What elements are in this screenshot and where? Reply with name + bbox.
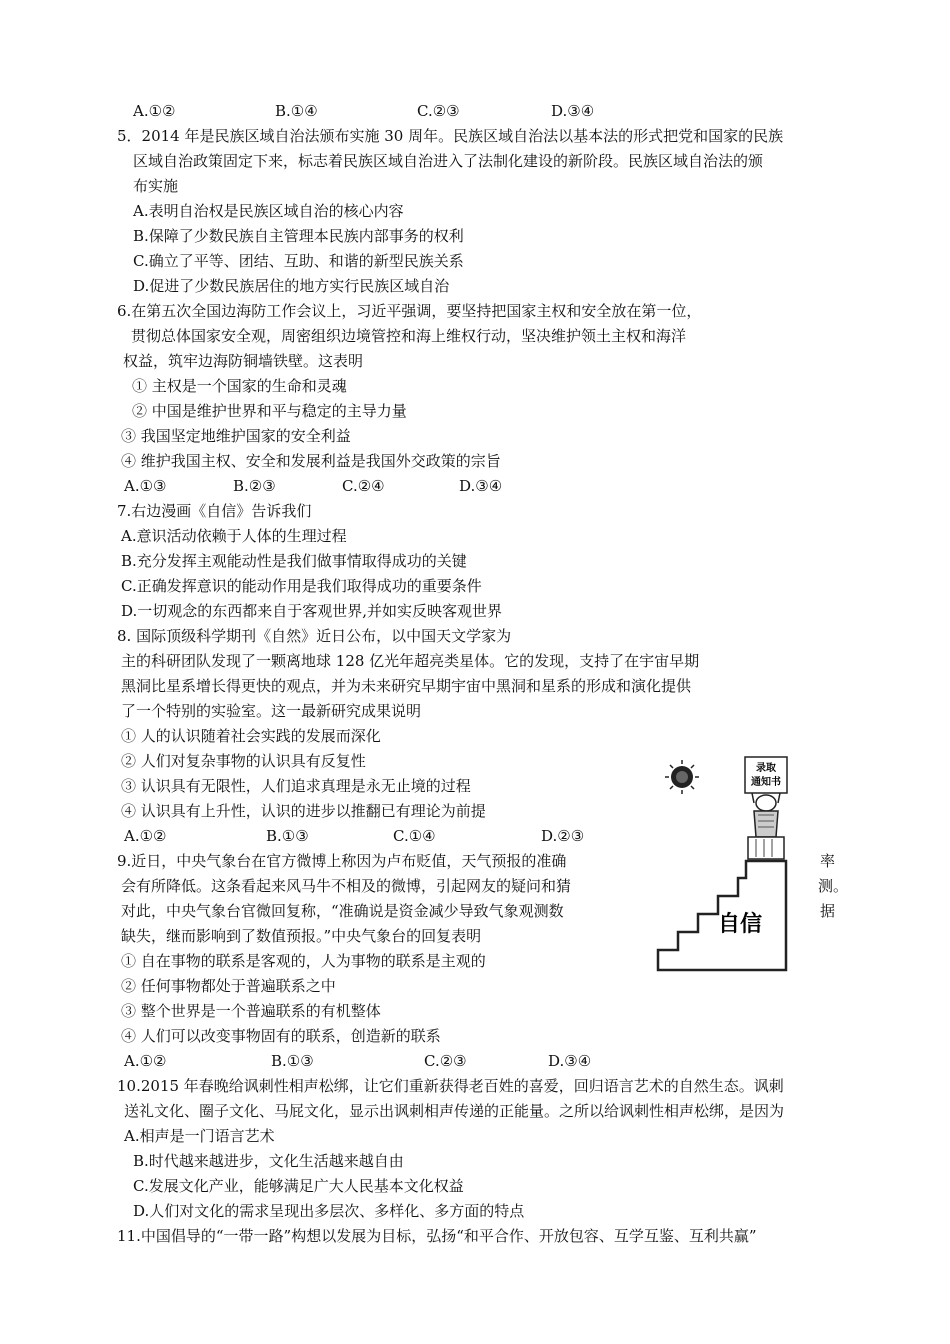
sun-icon (665, 760, 699, 794)
q7-choice-d: D.一切观念的东西都来自于客观世界,并如实反映客观世界 (121, 602, 503, 620)
q8-option-a: A.①② (124, 827, 167, 845)
q5-choice-d: D.促进了少数民族居住的地方实行民族区域自治 (133, 277, 450, 295)
q9-item-3: ③ 整个世界是一个普遍联系的有机整体 (121, 1002, 381, 1020)
q9-stem-line-4: 缺失，继而影响到了数值预报。”中央气象台的回复表明 (121, 927, 482, 945)
q6-stem-line-3: 权益，筑牢边海防铜墙铁壁。这表明 (123, 352, 364, 370)
q4-option-c: C.②③ (417, 102, 460, 120)
person-holding-sign-icon (745, 757, 787, 859)
q6-option-a: A.①③ (124, 477, 167, 495)
stairs-label: 自信 (717, 912, 763, 937)
q10-choice-c: C.发展文化产业，能够满足广大人民基本文化权益 (133, 1177, 464, 1195)
q4-option-a: A.①② (133, 102, 176, 120)
q9-line-3-tail: 据 (820, 902, 836, 920)
q9-stem-line-3: 对此，中央气象台官微回复称，“准确说是资金减少导致气象观测数 (121, 902, 564, 920)
sign-text-line-1: 录取 (756, 763, 776, 774)
q7-choice-b: B.充分发挥主观能动性是我们做事情取得成功的关键 (121, 552, 467, 570)
q6-stem-line-2: 贯彻总体国家安全观，周密组织边境管控和海上维权行动，坚决维护领土主权和海洋 (131, 327, 687, 345)
q9-option-b: B.①③ (271, 1052, 314, 1070)
q8-stem-line-1: 8. 国际顶级科学期刊《自然》近日公布，以中国天文学家为 (117, 627, 512, 645)
q6-item-3: ③ 我国坚定地维护国家的安全利益 (121, 427, 351, 445)
q10-stem-line-1: 10.2015 年春晚给讽刺性相声松绑，让它们重新获得老百姓的喜爱，回归语言艺术的自然生态。讽刺 (117, 1077, 784, 1095)
q9-item-4: ④ 人们可以改变事物固有的联系，创造新的联系 (121, 1027, 441, 1045)
q7-choice-a: A.意识活动依赖于人体的生理过程 (121, 527, 347, 545)
q9-option-d: D.③④ (548, 1052, 592, 1070)
q7-stem-line-1: 7.右边漫画《自信》告诉我们 (117, 502, 312, 520)
q9-item-1: ① 自在事物的联系是客观的，人为事物的联系是主观的 (121, 952, 486, 970)
sign-text-line-2: 通知书 (751, 777, 781, 788)
q8-stem-line-3: 黑洞比星系增长得更快的观点，并为未来研究早期宇宙中黑洞和星系的形成和演化提供 (121, 677, 692, 695)
q8-item-1: ① 人的认识随着社会实践的发展而深化 (121, 727, 381, 745)
q10-choice-b: B.时代越来越进步，文化生活越来越自由 (133, 1152, 404, 1170)
q8-item-4: ④ 认识具有上升性，认识的进步以推翻已有理论为前提 (121, 802, 486, 820)
q5-choice-c: C.确立了平等、团结、互助、和谐的新型民族关系 (133, 252, 464, 270)
q5-stem-line-1: 5．2014 年是民族区域自治法颁布实施 30 周年。民族区域自治法以基本法的形式把党和国家的民族 (117, 127, 784, 145)
q8-stem-line-2: 主的科研团队发现了一颗离地球 128 亿光年超亮类星体。它的发现，支持了在宇宙早期 (121, 652, 700, 670)
q9-line-2-tail: 测。 (818, 877, 849, 895)
q10-choice-a: A.相声是一门语言艺术 (124, 1127, 275, 1145)
q4-option-d: D.③④ (551, 102, 595, 120)
q9-stem-line-1: 9.近日，中央气象台在官方微博上称因为卢布贬值，天气预报的准确 (117, 852, 567, 870)
q8-option-c: C.①④ (393, 827, 436, 845)
q6-option-d: D.③④ (459, 477, 503, 495)
q5-stem-line-3: 布实施 (133, 177, 179, 195)
q4-option-b: B.①④ (275, 102, 318, 120)
q8-item-3: ③ 认识具有无限性，人们追求真理是永无止境的过程 (121, 777, 471, 795)
q6-stem-line-1: 6.在第五次全国边海防工作会议上，习近平强调，要坚持把国家主权和安全放在第一位， (117, 302, 702, 320)
q6-item-1: ① 主权是一个国家的生命和灵魂 (132, 377, 347, 395)
q11-stem-line-1: 11.中国倡导的“一带一路”构想以发展为目标，弘扬“和平合作、开放包容、互学互鉴、互利共赢” (117, 1227, 757, 1245)
q5-choice-b: B.保障了少数民族自主管理本民族内部事务的权利 (133, 227, 464, 245)
confidence-cartoon (650, 755, 840, 975)
q8-item-2: ② 人们对复杂事物的认识具有反复性 (121, 752, 366, 770)
q6-option-c: C.②④ (342, 477, 385, 495)
q9-option-a: A.①② (124, 1052, 167, 1070)
q8-option-d: D.②③ (541, 827, 585, 845)
q8-option-b: B.①③ (266, 827, 309, 845)
q6-item-4: ④ 维护我国主权、安全和发展利益是我国外交政策的宗旨 (121, 452, 501, 470)
q7-choice-c: C.正确发挥意识的能动作用是我们取得成功的重要条件 (121, 577, 482, 595)
q9-option-c: C.②③ (424, 1052, 467, 1070)
q10-choice-d: D.人们对文化的需求呈现出多层次、多样化、多方面的特点 (133, 1202, 525, 1220)
q5-stem-line-2: 区域自治政策固定下来，标志着民族区域自治进入了法制化建设的新阶段。民族区域自治法的颁 (133, 152, 764, 170)
q8-stem-line-4: 了一个特别的实验室。这一最新研究成果说明 (121, 702, 422, 720)
q9-item-2: ② 任何事物都处于普遍联系之中 (121, 977, 336, 995)
q9-stem-line-2: 会有所降低。这条看起来风马牛不相及的微博，引起网友的疑问和猜 (121, 877, 572, 895)
q9-line-1-tail: 率 (820, 852, 836, 870)
q6-item-2: ② 中国是维护世界和平与稳定的主导力量 (132, 402, 407, 420)
q5-choice-a: A.表明自治权是民族区域自治的核心内容 (133, 202, 404, 220)
q10-stem-line-2: 送礼文化、圈子文化、马屁文化，显示出讽刺相声传递的正能量。之所以给讽刺性相声松绑，是因为 (124, 1102, 785, 1120)
q6-option-b: B.②③ (233, 477, 276, 495)
stairs-icon (658, 861, 786, 970)
